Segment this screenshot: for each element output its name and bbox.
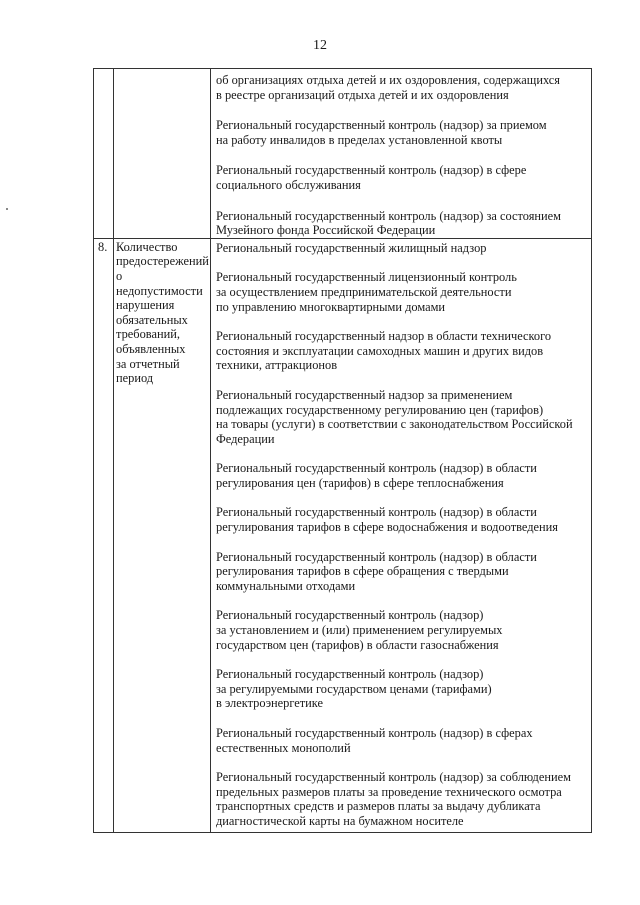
control-type-line: Региональный государственный жилищный надзор (216, 240, 487, 255)
control-type-line: Музейного фонда Российской Федерации (216, 223, 436, 238)
control-type-item (216, 118, 587, 147)
control-type-line: об организациях отдыха детей и их оздоровления, содержащихся (216, 73, 561, 87)
row-number-cell (94, 238, 114, 832)
control-type-item (216, 608, 587, 652)
control-type-line: за осуществлением предпринимательской деятельности (216, 284, 512, 299)
control-type-line: социального обслуживания (216, 177, 361, 192)
control-type-line: в реестре организаций отдыха детей и их оздоровления (216, 87, 509, 102)
control-type-line: на работу инвалидов в пределах установленной квоты (216, 132, 503, 147)
indicator-name-line: о (116, 268, 123, 283)
control-type-line: диагностической карты на бумажном носителе (216, 813, 464, 828)
control-type-line: Региональный государственный надзор за применением (216, 387, 513, 402)
control-type-line: естественных монополий (216, 740, 351, 755)
control-type-line: предельных размеров платы за проведение технического осмотра (216, 784, 562, 799)
control-types-cell (211, 69, 592, 239)
control-type-line: Региональный государственный контроль (надзор) (216, 608, 484, 623)
control-type-line: коммунальными отходами (216, 578, 356, 593)
control-type-line: за установлением и (или) применением регулируемых (216, 623, 503, 638)
table-row (94, 69, 592, 239)
control-type-item (216, 388, 587, 446)
control-type-line: транспортных средств и размеров платы за выдачу дубликата (216, 799, 541, 814)
control-type-line: Региональный государственный контроль (надзор) за соблюдением (216, 770, 571, 785)
table-row (94, 238, 592, 832)
control-type-item (216, 329, 587, 373)
indicator-name-cell (114, 69, 211, 239)
control-type-line: Региональный государственный контроль (надзор) за приемом (216, 118, 547, 133)
control-type-item (216, 770, 587, 828)
control-type-line: техники, аттракционов (216, 358, 338, 373)
control-type-line: регулирования тарифов в сфере водоснабжения и водоотведения (216, 520, 559, 535)
control-type-item (216, 461, 587, 490)
control-type-line: состояния и эксплуатации самоходных машин и других видов (216, 343, 544, 358)
control-type-line: Региональный государственный контроль (надзор) в сфере (216, 163, 527, 178)
control-type-line: Региональный государственный контроль (надзор) в области (216, 549, 537, 564)
control-type-line: Региональный государственный контроль (надзор) в области (216, 505, 537, 520)
control-type-line: за регулируемыми государством ценами (тарифами) (216, 681, 492, 696)
control-type-line: Региональный государственный контроль (надзор) в области (216, 461, 537, 476)
control-type-line: государством цен (тарифов) в области газоснабжения (216, 637, 499, 652)
control-type-line: регулирования цен (тарифов) в сфере теплоснабжения (216, 475, 504, 490)
control-type-line: подлежащих государственному регулированию цен (тарифов) (216, 402, 544, 417)
page-number: 12 (313, 38, 327, 53)
control-type-line: Региональный государственный надзор в области технического (216, 329, 552, 344)
control-type-item (216, 550, 587, 594)
scan-speck (6, 208, 8, 210)
indicator-name-cell (114, 238, 211, 832)
indicator-name-line: объявленных (116, 341, 186, 356)
control-type-item (216, 667, 587, 711)
control-type-line: Федерации (216, 431, 275, 446)
row-number-cell (94, 69, 114, 239)
control-type-line: Региональный государственный контроль (надзор) в сферах (216, 726, 533, 740)
indicator-name-line: период (116, 371, 154, 386)
control-type-item (216, 270, 587, 314)
row-number: 8. (98, 239, 108, 254)
indicator-name-line: нарушения (116, 298, 175, 313)
control-type-line: Региональный государственный контроль (надзор) за состоянием (216, 208, 562, 223)
control-type-line: по управлению многоквартирными домами (216, 299, 446, 314)
indicator-name-line: предостережений (116, 254, 209, 269)
control-table (93, 68, 592, 833)
indicator-name-line: требований, (116, 327, 180, 342)
indicator-name-line: обязательных (116, 312, 188, 327)
control-type-line: регулирования тарифов в сфере обращения с твердыми (216, 564, 509, 579)
control-type-item (216, 163, 587, 192)
control-types-cell (211, 238, 592, 832)
control-type-line: в электроэнергетике (216, 696, 324, 711)
control-type-line: на товары (услуги) в соответствии с законодательством Российской (216, 417, 573, 432)
indicator-name-line: за отчетный (116, 356, 180, 371)
control-type-item (216, 209, 587, 238)
control-type-item (216, 505, 587, 534)
indicator-name-line: Количество (116, 239, 178, 254)
control-type-line: Региональный государственный контроль (надзор) (216, 667, 484, 682)
control-type-item (216, 73, 587, 102)
control-type-line: Региональный государственный лицензионный контроль (216, 270, 517, 285)
control-type-item (216, 241, 587, 256)
control-type-item (216, 726, 587, 755)
indicator-name-line: недопустимости (116, 283, 203, 298)
